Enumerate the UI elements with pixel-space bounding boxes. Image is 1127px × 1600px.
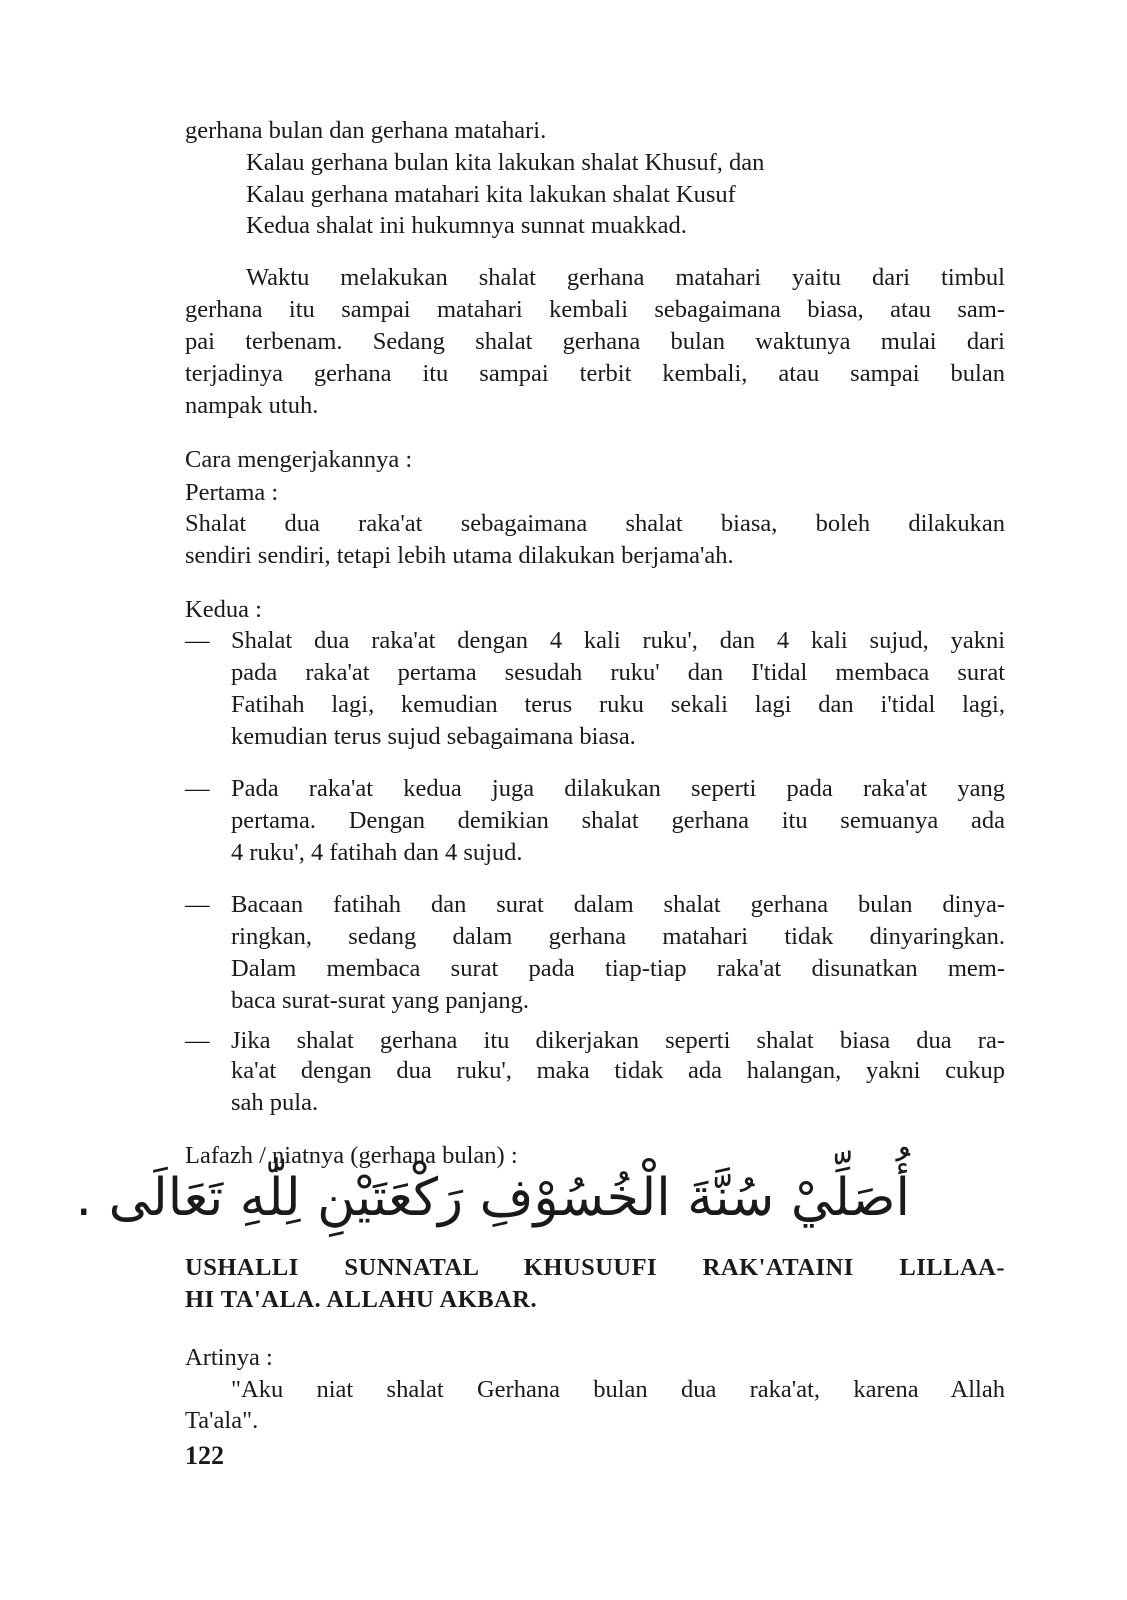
bullet-dash: —	[185, 1027, 210, 1054]
text-line: gerhana bulan dan gerhana matahari.	[185, 117, 547, 144]
text-line: Kalau gerhana bulan kita lakukan shalat Khusuf, dan	[246, 149, 765, 176]
list-item-line: ka'at dengan dua ruku', maka tidak ada halangan, yakni cukup	[231, 1057, 1005, 1084]
subheading: Pertama :	[185, 479, 279, 506]
artinya-label: Artinya :	[185, 1344, 273, 1371]
lafazh-label: Lafazh / niatnya (gerhana bulan) :	[185, 1142, 518, 1169]
text-line: Waktu melakukan shalat gerhana matahari yaitu dari timbul	[246, 264, 1005, 291]
list-item-line: Fatihah lagi, kemudian terus ruku sekali lagi dan i'tidal lagi,	[231, 691, 1005, 718]
text-line: gerhana itu sampai matahari kembali sebagaimana biasa, atau sam-	[185, 296, 1005, 323]
text-line: Shalat dua raka'at sebagaimana shalat biasa, boleh dilakukan	[185, 510, 1005, 537]
list-item-line: ringkan, sedang dalam gerhana matahari tidak dinyaringkan.	[231, 923, 1005, 950]
arabic-niat: أُصَلِّيْ سُنَّةَ الْخُسُوْفِ رَكْعَتَيْنِ لِلّٰهِ تَعَالَى .	[75, 1168, 910, 1228]
list-item-line: Bacaan fatihah dan surat dalam shalat gerhana bulan dinya-	[231, 891, 1005, 918]
translation-line: Ta'ala".	[185, 1407, 259, 1434]
list-item-line: pada raka'at pertama sesudah ruku' dan I'tidal membaca surat	[231, 659, 1005, 686]
bullet-dash: —	[185, 775, 210, 802]
text-line: Kedua shalat ini hukumnya sunnat muakkad.	[246, 212, 687, 239]
latin-niat-line: USHALLI SUNNATAL KHUSUUFI RAK'ATAINI LILLAA-	[185, 1254, 1005, 1281]
text-line: Kalau gerhana matahari kita lakukan shalat Kusuf	[246, 181, 736, 208]
translation-line: "Aku niat shalat Gerhana bulan dua raka'at, karena Allah	[231, 1376, 1005, 1403]
page-number: 122	[185, 1441, 224, 1470]
text-line: sendiri sendiri, tetapi lebih utama dilakukan berjama'ah.	[185, 542, 734, 569]
list-item-line: kemudian terus sujud sebagaimana biasa.	[231, 723, 636, 750]
list-item-line: baca surat-surat yang panjang.	[231, 987, 529, 1014]
list-item-line: Dalam membaca surat pada tiap-tiap raka'at disunatkan mem-	[231, 955, 1005, 982]
subheading: Kedua :	[185, 596, 262, 623]
text-line: terjadinya gerhana itu sampai terbit kembali, atau sampai bulan	[185, 360, 1005, 387]
text-line: nampak utuh.	[185, 392, 319, 419]
list-item-line: sah pula.	[231, 1089, 319, 1116]
list-item-line: Pada raka'at kedua juga dilakukan seperti pada raka'at yang	[231, 775, 1005, 802]
list-item-line: pertama. Dengan demikian shalat gerhana itu semuanya ada	[231, 807, 1005, 834]
text-line: pai terbenam. Sedang shalat gerhana bulan waktunya mulai dari	[185, 328, 1005, 355]
bullet-dash: —	[185, 627, 210, 654]
list-item-line: Jika shalat gerhana itu dikerjakan seperti shalat biasa dua ra-	[231, 1027, 1005, 1054]
list-item-line: Shalat dua raka'at dengan 4 kali ruku', dan 4 kali sujud, yakni	[231, 627, 1005, 654]
bullet-dash: —	[185, 891, 210, 918]
list-item-line: 4 ruku', 4 fatihah dan 4 sujud.	[231, 839, 523, 866]
section-heading: Cara mengerjakannya :	[185, 446, 413, 473]
latin-niat-line: HI TA'ALA. ALLAHU AKBAR.	[185, 1286, 538, 1313]
